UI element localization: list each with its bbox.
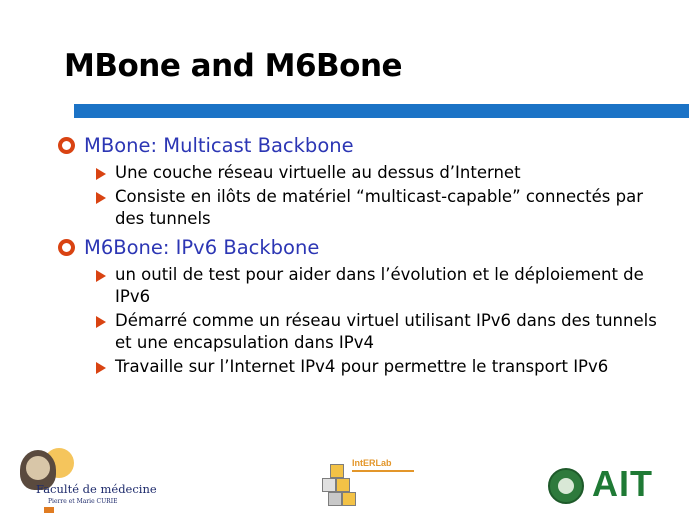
ait-logo <box>548 463 680 506</box>
section-heading-text: M6Bone: IPv6 Backbone <box>84 236 320 259</box>
list-item-text: Une couche réseau virtuelle au dessus d’Internet <box>115 163 521 182</box>
list-item <box>56 186 666 230</box>
cube-icon <box>336 478 350 492</box>
cube-icon <box>328 492 342 506</box>
faculte-subtitle: Pierre et Marie CURIE <box>48 498 118 505</box>
arrow-bullet-icon <box>96 316 106 328</box>
list-item-text: Travaille sur l’Internet IPv4 pour permettre le transport IPv6 <box>115 357 609 376</box>
slide-title: MBone and M6Bone <box>64 48 403 84</box>
list-item-text: un outil de test pour aider dans l’évolution et le déploiement de IPv6 <box>115 265 644 306</box>
section-heading-mbone <box>56 132 666 160</box>
slide-content <box>56 132 666 378</box>
ait-seal-icon <box>548 468 584 504</box>
footer-logos <box>0 440 689 517</box>
list-item <box>56 162 666 184</box>
arrow-bullet-icon <box>96 362 106 374</box>
circle-bullet-icon <box>58 137 75 154</box>
list-item <box>56 356 666 378</box>
list-item-text: Consiste en ilôts de matériel “multicast-capable” connectés par des tunnels <box>115 187 643 228</box>
faculte-medecine-logo <box>14 448 157 512</box>
section-heading-m6bone <box>56 234 666 262</box>
cube-icon <box>322 478 336 492</box>
building-icon <box>44 507 54 513</box>
arrow-bullet-icon <box>96 192 106 204</box>
circle-bullet-icon <box>58 239 75 256</box>
arrow-bullet-icon <box>96 168 106 180</box>
interlab-logo <box>320 458 416 512</box>
ait-name: AIT <box>592 463 653 504</box>
list-item <box>56 310 666 354</box>
title-underline-bar <box>74 104 689 118</box>
faculte-name: Faculté de médecine <box>36 482 157 496</box>
arrow-bullet-icon <box>96 270 106 282</box>
list-item-text: Démarré comme un réseau virtuel utilisant IPv6 dans des tunnels et une encapsulation dans IPv4 <box>115 311 657 352</box>
interlab-name: IntERLab <box>352 458 392 468</box>
section-heading-text: MBone: Multicast Backbone <box>84 134 354 157</box>
cube-icon <box>330 464 344 478</box>
cube-icon <box>342 492 356 506</box>
interlab-divider <box>352 470 414 472</box>
list-item <box>56 264 666 308</box>
